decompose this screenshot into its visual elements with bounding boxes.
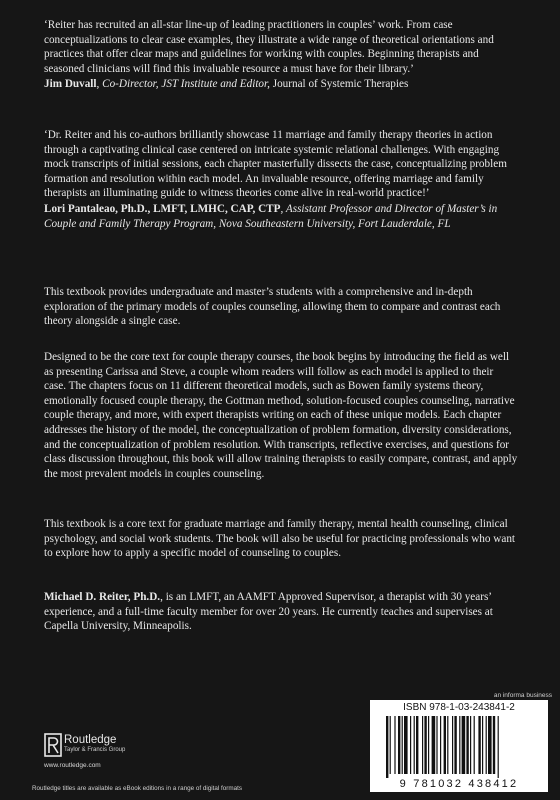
ebook-footnote: Routledge titles are available as eBook editions in a range of digital formats [32, 785, 243, 792]
endorser-name: Lori Pantaleao, Ph.D., LMFT, LMHC, CAP, CTP [44, 202, 281, 215]
publisher-block [64, 734, 125, 755]
description-paragraph: This textbook is a core text for graduate marriage and family therapy, mental health counseling, clinical psychology, and social work students. The book will also be useful for practicing professionals who want to explore how to apply a specific model of counseling to couples. [44, 518, 516, 560]
description-paragraph: Designed to be the core text for couple therapy courses, the book begins by introducing the field as well as presenting Carissa and Steve, a couple whom readers will follow as each model is applied to their case. The chapters focus on 11 different theoretical models, such as Bowen family systems theory, emotionally focused couple therapy, the Gottman method, solution-focused couples counseling, narrative couple therapy, and more, with expert therapists writing on each of these unique models. Each chapter addresses the history of the model, the conceptualization of problem formation, diversity considerations, and the conceptualization of problem resolution. With transcripts, reflective exercises, and questions for class discussion throughout, this book will allow training therapists to easily compare, contrast, and apply the most prevalent models in couples counseling. [44, 351, 518, 480]
isbn-barcode [370, 700, 548, 792]
endorser-role: , Co-Director, JST Institute and Editor, [96, 78, 273, 91]
endorsement-attribution [44, 202, 518, 231]
isbn-label: ISBN 978-1-03-243841-2 [403, 702, 515, 713]
author-bio [44, 590, 518, 634]
endorsement-attribution [44, 77, 518, 92]
endorsement-pantaleao [44, 128, 518, 231]
endorsement-duvall [44, 18, 518, 92]
informa-tagline: an informa business [493, 692, 552, 699]
publisher-group: Taylor & Francis Group [64, 747, 126, 753]
description-paragraph: This textbook provides undergraduate and master’s students with a comprehensive and in-depth exploration of the primary models of couples counseling, allowing them to compare and contrast each theory alongside a single case. [44, 286, 501, 328]
author-bio-text: , is an LMFT, an AAMFT Approved Supervisor, a therapist with 30 years’ experience, and a full-time faculty member for over 20 years. He currently teaches and supervises at Capella University, Minneapolis. [44, 591, 493, 633]
endorser-name: Jim Duvall [44, 78, 97, 91]
author-name: Michael D. Reiter, Ph.D. [44, 591, 161, 603]
endorser-journal: Journal of Systemic Therapies [272, 78, 409, 91]
publisher-url[interactable]: www.routledge.com [44, 762, 101, 769]
endorser-role: , Assistant Professor and Director of Master’s in Couple and Family Therapy Program, Nova Southeastern University, Fort Lauderdale, FL [44, 202, 498, 230]
endorsement-quote: ‘Reiter has recruited an all-star line-up of leading practitioners in couples’ work. From case conceptualizations to clear case examples, they illustrate a wide range of theoretical orientations and practices that offer clear maps and guidelines for working with couples. Beginning therapists and seasoned clinicians will find this invaluable resource a must have for their library.’ [44, 19, 494, 75]
publisher-name: Routledge [64, 734, 117, 746]
barcode-number: 9 781032 438412 [399, 778, 519, 790]
endorsement-quote: ‘Dr. Reiter and his co-authors brilliantly showcase 11 marriage and family therapy theories in action through a captivating clinical case centered on intricate systemic relational challenges. With engaging mock transcripts of initial sessions, each chapter masterfully dissects the case, conceptualizing problem formation and resolution within each model. An invaluable resource, offering marriage and family therapists an illuminating guide to witness theories come alive in real-world practice!’ [44, 129, 507, 200]
